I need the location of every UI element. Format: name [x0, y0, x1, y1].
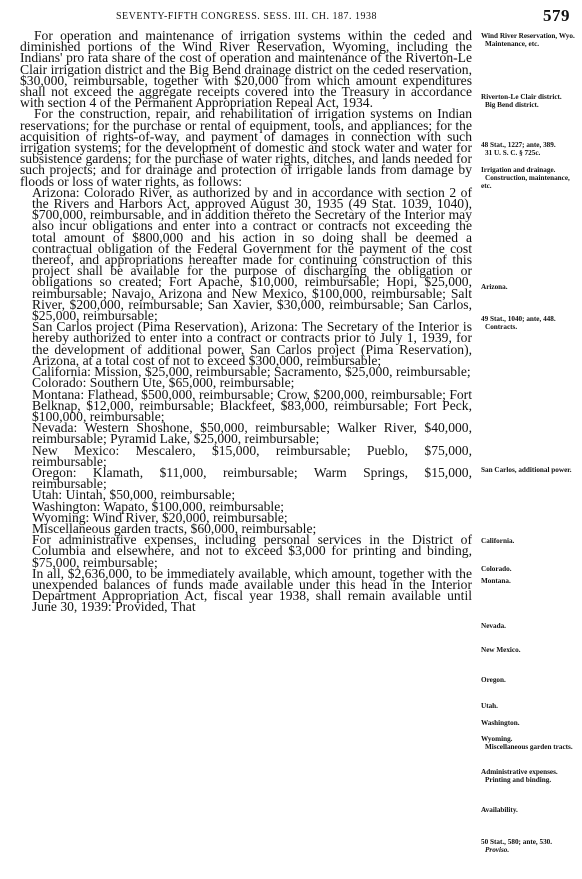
margin-note: [481, 676, 577, 684]
paragraph: Wyoming: Wind River, $20,000, reimbursable;: [32, 509, 288, 525]
margin-note: [481, 166, 577, 190]
margin-note: [481, 466, 577, 474]
margin-note: [481, 283, 577, 291]
paragraph: For operation and maintenance of irrigation systems within the ceded and diminished portions of the Wind River Reservation, Wyoming, including the Indians' pro rata share of the cost of operation and maintenance of the Riverton-Le Clair irrigation district and the Big Bend drainage district on the ceded reservation, $30,000, reimbursable, together with $20,000 from which amount expenditures shall not exceed the aggregate receipts covered into the Treasury in accordance with section 4 of the Permanent Appropriation Repeal Act, 1934.: [20, 28, 472, 111]
margin-note-line: Washington.: [481, 719, 520, 727]
margin-note-line: Availability.: [481, 806, 518, 814]
margin-note-line: Contracts.: [485, 323, 518, 331]
paragraph: For administrative expenses, including personal services in the District of Columbia and elsewhere, and not to exceed $3,000 for printing and binding, $75,000, reimbursable;: [32, 532, 472, 570]
paragraph: San Carlos project (Pima Reservation), Arizona: The Secretary of the Interior is hereby authorized to enter into a contract or contracts prior to July 1, 1939, for the development of additional power, San Carlos project (Pima Reservation), Arizona, at a total cost of not to exceed $300,000, reimbursable;: [32, 319, 472, 368]
paragraph: For the construction, repair, and rehabilitation of irrigation systems on Indian reservations; for the purchase or rental of equipment, tools, and appliances; for the acquisition of rights-of-way, and payment of damages in connection with such irrigation systems; for the development of domestic and stock water and water for subsistence gardens; for the purchase of water rights, ditches, and lands needed for such projects; and for drainage and protection of irrigable lands from damage by floods or loss of water rights, as follows:: [20, 106, 472, 189]
margin-note-line: 48 Stat., 1227; ante, 389.: [481, 141, 556, 149]
margin-note-line: Wind River Reservation, Wyo.: [481, 32, 575, 40]
margin-note: [481, 838, 577, 854]
margin-note: [481, 768, 577, 784]
margin-note-line: 49 Stat., 1040; ante, 448.: [481, 315, 556, 323]
paragraph: Colorado: Southern Ute, $65,000, reimbursable;: [32, 375, 295, 391]
running-title: SEVENTY-FIFTH CONGRESS. SESS. III. CH. 187. 1938: [116, 11, 377, 22]
margin-note-line: Maintenance, etc.: [485, 40, 540, 48]
margin-note-line: Wyoming.: [481, 735, 513, 743]
margin-note: [481, 93, 577, 109]
paragraph: Miscellaneous garden tracts, $60,000, reimbursable;: [32, 520, 317, 536]
margin-note: [481, 537, 577, 545]
margin-note: [481, 735, 577, 751]
margin-note-line: San Carlos, additional power.: [481, 466, 572, 474]
margin-note-line: Arizona.: [481, 283, 508, 291]
margin-note-line: 31 U. S. C. § 725c.: [485, 149, 541, 157]
paragraph: In all, $2,636,000, to be immediately available, which amount, together with the unexpended balances of funds made available under this head in the Interior Department Appropriation Act, fiscal year 1938, shall remain available until June 30, 1939: Provided, That: [32, 565, 472, 615]
margin-note-line: Miscellaneous garden tracts.: [485, 743, 573, 751]
margin-note-line: Proviso.: [485, 846, 510, 854]
margin-note-line: 50 Stat., 580; ante, 530.: [481, 838, 553, 846]
margin-note: [481, 622, 577, 630]
margin-note-line: Montana.: [481, 577, 511, 585]
margin-note: [481, 32, 577, 48]
margin-note-line: Utah.: [481, 702, 498, 710]
margin-note: [481, 141, 577, 157]
page-number: 579: [543, 6, 570, 25]
margin-note-line: New Mexico.: [481, 646, 521, 654]
margin-note-line: Riverton-Le Clair district.: [481, 93, 562, 101]
margin-note: [481, 806, 577, 814]
margin-note-line: Administrative expenses.: [481, 768, 558, 776]
margin-note: [481, 719, 577, 727]
paragraph: New Mexico: Mescalero, $15,000, reimbursable; Pueblo, $75,000, reimbursable;: [32, 442, 472, 469]
paragraph: Washington: Wapato, $100,000, reimbursable;: [32, 498, 285, 514]
margin-note-line: Big Bend district.: [485, 101, 539, 109]
paragraph: Utah: Uintah, $50,000, reimbursable;: [32, 487, 236, 503]
margin-note-line: Irrigation and drainage.: [481, 166, 556, 174]
paragraph: Montana: Flathead, $500,000, reimbursable; Crow, $200,000, reimbursable; Fort Belknap, $12,000, reimbursable; Blackfeet, $83,000, reimbursable; Fort Peck, $100,000, reimbursable;: [32, 386, 472, 424]
margin-note-line: California.: [481, 537, 515, 545]
margin-note: [481, 646, 577, 654]
margin-note: [481, 315, 577, 331]
margin-note-line: Oregon.: [481, 676, 506, 684]
margin-note: [481, 565, 577, 573]
margin-note: [481, 702, 577, 710]
statute-text: [20, 30, 472, 613]
margin-note-line: Printing and binding.: [485, 776, 552, 784]
paragraph: Nevada: Western Shoshone, $50,000, reimbursable; Walker River, $40,000, reimbursable; Pyramid Lake, $25,000, reimbursable;: [32, 420, 472, 447]
margin-note-line: Nevada.: [481, 622, 506, 630]
running-header: [20, 8, 574, 30]
margin-note: [481, 577, 577, 585]
paragraph: California: Mission, $25,000, reimbursable; Sacramento, $25,000, reimbursable;: [32, 364, 471, 380]
paragraph: Arizona: Colorado River, as authorized by and in accordance with section 2 of the Rivers and Harbors Act, approved August 30, 1935 (49 Stat. 1039, 1040), $700,000, reimbursable, and in addition thereto the Secretary of the Interior may also incur obligations and enter into a contract or contracts not exceeding the total amount of $800,000 and his action in so doing shall be deemed a contractual obligation of the Federal Government for the payment of the cost thereof, and appropriations hereafter made for continuing construction of this project shall be available for the purpose of discharging the obligation or obligations so created; Fort Apache, $10,000, reimbursable; Hopi, $25,000, reimbursable; Navajo, Arizona and New Mexico, $100,000, reimbursable; Salt River, $200,000, reimbursable; San Xavier, $30,000, reimbursable; San Carlos, $25,000, reimbursable;: [32, 184, 472, 324]
margin-note-line: Construction, maintenance, etc.: [481, 174, 570, 190]
paragraph: Oregon: Klamath, $11,000, reimbursable; Warm Springs, $15,000, reimbursable;: [32, 464, 472, 492]
margin-note-line: Colorado.: [481, 565, 512, 573]
